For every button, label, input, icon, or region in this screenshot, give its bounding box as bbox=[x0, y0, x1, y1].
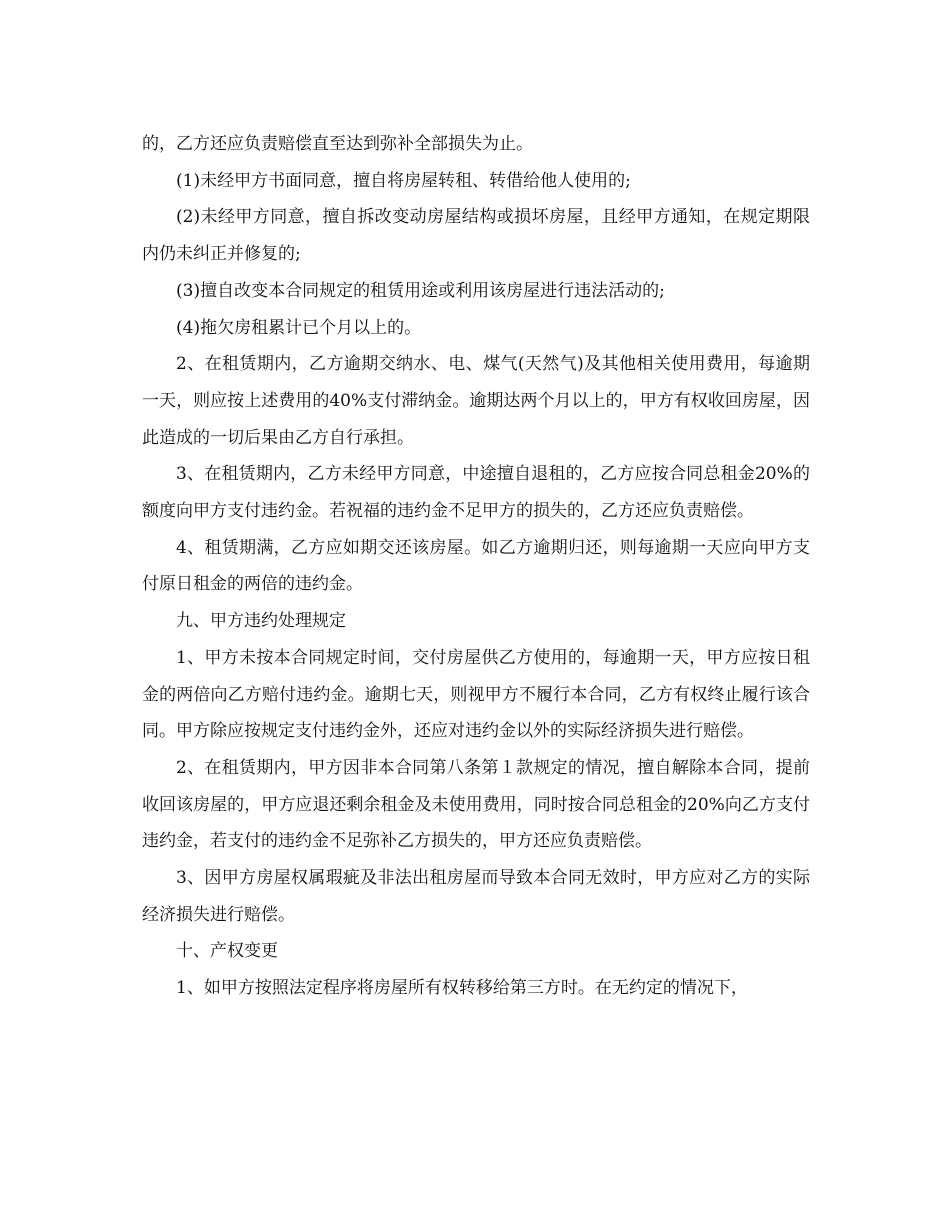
clause-late-utility-fees: 2、在租赁期内，乙方逾期交纳水、电、煤气(天然气)及其他相关使用费用，每逾期一天，则应按上述费用的40%支付滞纳金。逾期达两个月以上的，甲方有权收回房屋，因此造成的一切后果由乙方自行承担。 bbox=[142, 354, 810, 448]
section-heading-ownership-change: 十、产权变更 bbox=[176, 941, 278, 962]
clause-early-termination-landlord: 2、在租赁期内，甲方因非本合同第八条第１款规定的情况，擅自解除本合同，提前收回该房屋的，甲方应退还剩余租金及未使用费用，同时按合同总租金的20%向乙方支付违约金，若支付的违约金不足弥补乙方损失的，甲方还应负责赔偿。 bbox=[142, 757, 810, 852]
clause-lease-expiry-return: 4、租赁期满，乙方应如期交还该房屋。如乙方逾期归还，则每逾期一天应向甲方支付原日租金的两倍的违约金。 bbox=[142, 537, 810, 595]
section-heading-landlord-breach: 九、甲方违约处理规定 bbox=[176, 611, 346, 632]
document-page bbox=[142, 126, 810, 1007]
paragraph-continuation: 的，乙方还应负责赔偿直至达到弥补全部损失为止。 bbox=[142, 134, 533, 154]
clause-ownership-transfer: 1、如甲方按照法定程序将房屋所有权转移给第三方时。在无约定的情况下， bbox=[176, 978, 748, 999]
clause-item-2: (2)未经甲方同意，擅自拆改变动房屋结构或损坏房屋，且经甲方通知，在规定期限内仍未纠正并修复的; bbox=[142, 207, 810, 265]
clause-early-termination-tenant: 3、在租赁期内，乙方未经甲方同意，中途擅自退租的，乙方应按合同总租金20%的额度向甲方支付违约金。若祝福的违约金不足甲方的损失的，乙方还应负责赔偿。 bbox=[142, 464, 810, 522]
clause-item-1: (1)未经甲方书面同意，擅自将房屋转租、转借给他人使用的; bbox=[176, 170, 631, 191]
clause-title-defect: 3、因甲方房屋权属瑕疵及非法出租房屋而导致本合同无效时，甲方应对乙方的实际经济损失进行赔偿。 bbox=[142, 868, 810, 925]
clause-item-3: (3)擅自改变本合同规定的租赁用途或利用该房屋进行违法活动的; bbox=[176, 280, 665, 301]
clause-item-4: (4)拖欠房租累计已个月以上的。 bbox=[176, 317, 422, 338]
clause-late-delivery: 1、甲方未按本合同规定时间，交付房屋供乙方使用的，每逾期一天，甲方应按日租金的两倍向乙方赔付违约金。逾期七天，则视甲方不履行本合同，乙方有权终止履行该合同。甲方除应按规定支付违约金外，还应对违约金以外的实际经济损失进行赔偿。 bbox=[142, 647, 810, 742]
